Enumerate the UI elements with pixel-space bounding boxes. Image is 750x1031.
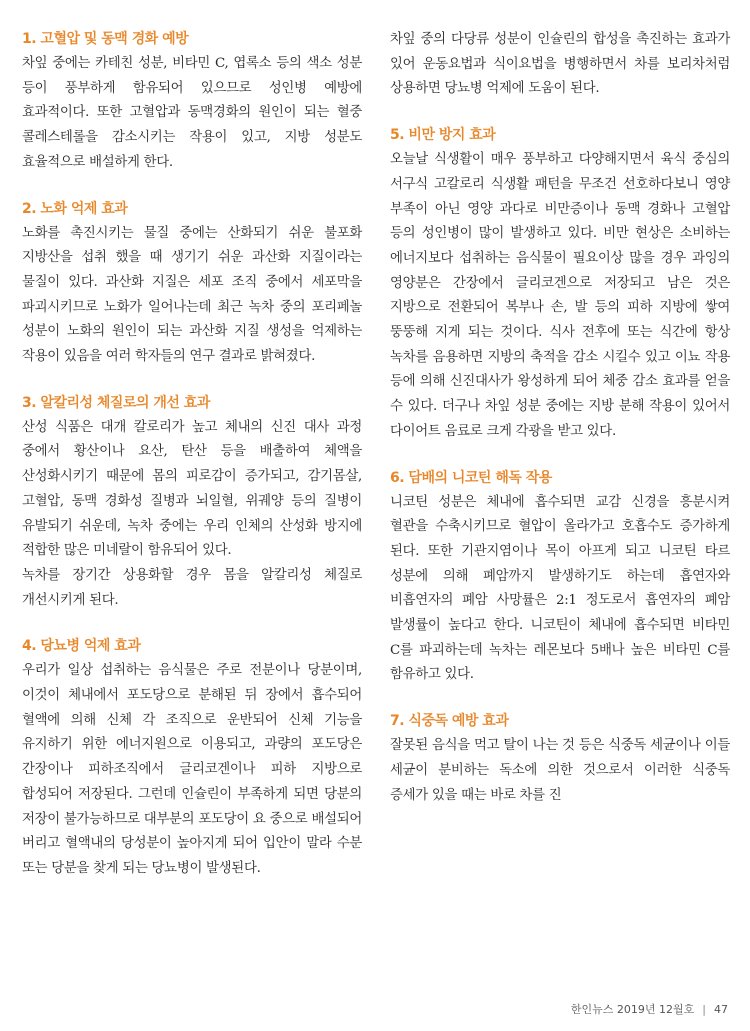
section-paragraph: 차잎 중에는 카테친 성분, 비타민 C, 엽록소 등의 색소 성분 등이 풍부하게 함유되어 있으므로 성인병 예방에 효과적이다. 또한 고혈압과 동맥경화의 원인이 되는 혈중 콜레스테롤을 감소시키는 작용이 있고, 지방 성분도 효율적으로 배설하게 한다. [22, 56, 362, 170]
section-heading: 1. 고혈압 및 동맥 경화 예방 [22, 31, 189, 47]
section-paragraph: 잘못된 음식을 먹고 탈이 나는 것 등은 식중독 세균이나 이들 세균이 분비하는 독소에 의한 것으로서 이러한 식중독 증세가 있을 때는 바로 차를 진 [390, 738, 730, 803]
publication-name: 한인뉴스 2019년 12월호 [570, 1003, 695, 1016]
section-paragraph: 산성 식품은 대개 칼로리가 높고 체내의 신진 대사 과정 중에서 황산이나 요산, 탄산 등을 배출하여 체액을 산성화시키기 때문에 몸의 피로감이 증가되고, 감기몸살, 고혈압, 동맥 경화성 질병과 뇌일혈, 위궤양 등의 질병이 유발되기 쉬운데, 녹차 중에는 우리 인체의 산성화 방지에 적합한 많은 미네랄이 함유되어 있다. [22, 419, 362, 559]
page-footer [571, 1001, 728, 1017]
section-heading: 4. 당뇨병 억제 효과 [22, 638, 141, 655]
section-alkaline [22, 392, 362, 614]
right-column [390, 28, 730, 830]
left-column [22, 28, 362, 904]
section-diabetes-continued [390, 28, 730, 102]
section-anti-aging [22, 198, 362, 370]
section-heading: 5. 비만 방지 효과 [390, 127, 496, 144]
section-paragraph: 녹차를 장기간 상용화할 경우 몸을 알칼리성 체질로 개선시키게 된다. [22, 567, 362, 608]
section-heading: 7. 식중독 예방 효과 [390, 713, 509, 730]
section-paragraph: 니코틴 성분은 체내에 흡수되면 교감 신경을 흥분시켜 혈관을 수축시키므로 혈압이 올라가고 호흡수도 증가하게 된다. 또한 기관지염이나 목이 아프게 되고 니코틴 타르 성분에 의해 폐암까지 발생하기도 하는데 흡연자와 비흡연자의 폐암 사망률은 2:1 정도로서 흡연자의 폐암 발생률이 높다고 한다. 니코틴이 체내에 흡수되면 비타민 C를 파괴하는데 녹차는 레몬보다 5배나 높은 비타민 C를 함유하고 있다. [390, 494, 730, 683]
page-number: 47 [714, 1003, 728, 1016]
section-paragraph: 오늘날 식생활이 매우 풍부하고 다양해지면서 육식 중심의 서구식 고칼로리 식생활 패턴을 무조건 선호하다보니 영양 부족이 아닌 영양 과다로 비만증이나 동맥 경화나 고혈압 등의 성인병이 많이 발생하고 있다. 비만 현상은 소비하는 에너지보다 섭취하는 음식물이 필요이상 많을 경우 과잉의 영양분은 간장에서 글리코겐으로 저장되고 남은 것은 지방으로 전환되어 복부나 손, 발 등의 피하 지방에 쌓여 뚱뚱해 지게 되는 것이다. 식사 전후에 또는 식간에 항상 녹차를 음용하면 지방의 축적을 감소 시킬수 있고 이뇨 작용 등에 의해 신진대사가 왕성하게 되어 체중 감소 효과를 얻을 수 있다. 더구나 차잎 성분 중에는 지방 분해 작용이 있어서 다이어트 음료로 크게 각광을 받고 있다. [390, 152, 730, 439]
section-nicotine [390, 467, 730, 689]
section-paragraph: 차잎 중의 다당류 성분이 인슐린의 합성을 촉진하는 효과가 있어 운동요법과 식이요법을 병행하면서 차를 보리차처럼 상용하면 당뇨병 억제에 도움이 된다. [390, 32, 730, 97]
footer-separator: | [702, 1003, 706, 1016]
section-heading: 6. 담배의 니코틴 해독 작용 [390, 469, 552, 486]
section-obesity [390, 124, 730, 444]
section-paragraph: 우리가 일상 섭취하는 음식물은 주로 전분이나 당분이며, 이것이 체내에서 포도당으로 분해된 뒤 장에서 흡수되어 혈액에 의해 신체 각 조직으로 운반되어 신체 기능을 유지하기 위한 에너지원으로 이용되고, 과량의 포도당은 간장이나 피하조직에서 글리코겐이나 피하 지방으로 합성되어 저장된다. 그런데 인슐린이 부족하게 되면 당분의 저장이 불가능하므로 대부분의 포도당이 요 중으로 배설되어 버리고 혈액내의 당성분이 높아지게 되어 입안이 말라 수분 또는 당분을 찾게 되는 당뇨병이 발생된다. [22, 663, 362, 876]
section-heading: 2. 노화 억제 효과 [22, 200, 128, 217]
section-heading: 3. 알칼리성 체질로의 개선 효과 [22, 394, 210, 411]
section-diabetes [22, 635, 362, 881]
section-food-poisoning [390, 710, 730, 808]
section-paragraph: 노화를 촉진시키는 물질 중에는 산화되기 쉬운 불포화 지방산을 섭취 했을 때 생기기 쉬운 과산화 지질이라는 물질이 있다. 과산화 지질은 세포 조직 중에서 세포막을 파괴시키므로 노화가 일어나는데 최근 녹차 중의 포리페놀 성분이 노화의 원인이 되는 과산화 지질 생성을 억제하는 작용이 있음을 여러 학자들의 연구 결과로 밝혀졌다. [22, 225, 362, 365]
section-hypertension [22, 28, 362, 176]
